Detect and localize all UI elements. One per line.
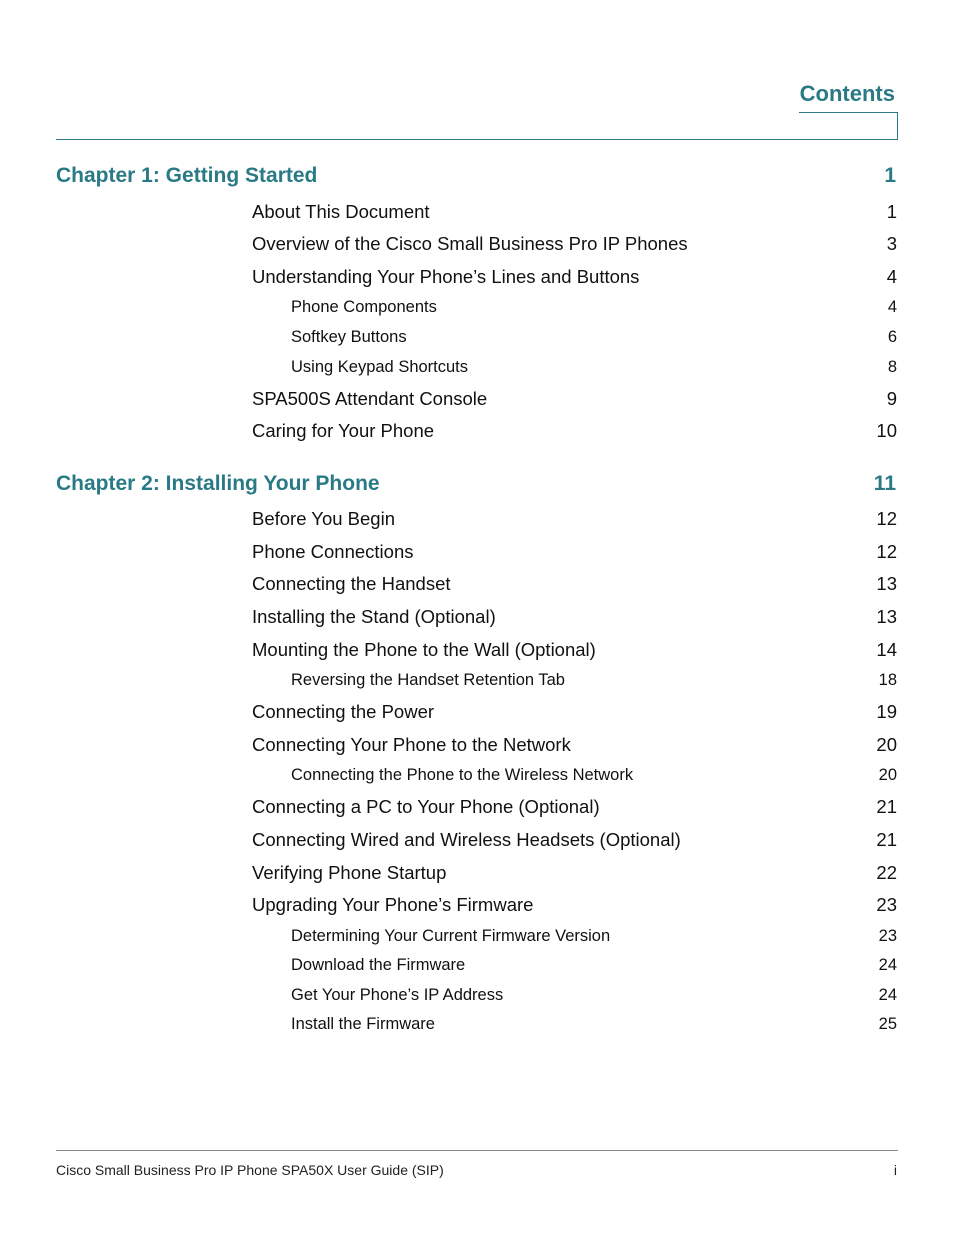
toc-entry[interactable] [252,268,897,287]
toc-entry[interactable] [252,235,897,254]
header-box [799,112,898,140]
toc-entry-page: 20 [878,766,897,784]
toc-entry[interactable] [252,798,897,817]
footer-rule [56,1150,898,1151]
toc-entry-title: Download the Firmware [291,956,466,974]
toc-entry-page: 6 [887,328,897,346]
toc-entry-page: 18 [878,671,897,689]
contents-heading: Contents [799,81,895,106]
toc-entry-title: Get Your Phone’s IP Address [291,986,504,1004]
toc-entry-page: 9 [886,388,897,409]
toc-entry-page: 24 [878,986,897,1004]
toc-entry[interactable] [252,896,897,915]
footer-page-number: i [893,1162,897,1178]
toc-entry-page: 13 [876,573,897,594]
toc-entry-title: SPA500S Attendant Console [252,388,488,409]
toc-entry-title: Before You Begin [252,508,395,529]
toc-entry-title: Overview of the Cisco Small Business Pro IP Phones [252,233,688,254]
header-rule [56,139,898,140]
toc-entry-title: Caring for Your Phone [252,420,435,441]
toc-chapter-page: 1 [884,164,896,187]
toc-entry-title: Verifying Phone Startup [252,862,447,883]
toc-entry-title: Upgrading Your Phone’s Firmware [252,894,534,915]
toc-entry[interactable] [252,422,897,441]
toc-entry[interactable] [252,575,897,594]
footer-title: Cisco Small Business Pro IP Phone SPA50X User Guide (SIP) [56,1162,444,1178]
toc-entry-title: Connecting a PC to Your Phone (Optional) [252,796,600,817]
toc-entry[interactable] [252,736,897,755]
toc-entry-page: 23 [878,927,897,945]
toc-entry[interactable] [252,203,897,222]
toc-subentry[interactable] [291,957,897,974]
toc-subentry[interactable] [291,672,897,689]
toc-entry-page: 20 [876,734,897,755]
toc-entry-page: 4 [887,298,897,316]
toc-chapter-title: Chapter 2: Installing Your Phone [56,472,380,495]
toc-entry[interactable] [252,641,897,660]
toc-entry-page: 21 [876,829,897,850]
toc-entry-page: 12 [876,508,897,529]
toc-entry-title: About This Document [252,201,430,222]
toc-subentry[interactable] [291,329,897,346]
toc-entry-page: 23 [876,894,897,915]
toc-entry-page: 13 [876,606,897,627]
toc-entry-page: 24 [878,956,897,974]
toc-subentry[interactable] [291,1016,897,1033]
toc-chapter-2[interactable] [56,473,896,494]
toc-entry-page: 19 [876,701,897,722]
toc-subentry[interactable] [291,299,897,316]
toc-entry-page: 1 [886,201,897,222]
toc-entry[interactable] [252,510,897,529]
toc-entry-title: Connecting Wired and Wireless Headsets (Optional) [252,829,681,850]
toc-entry-page: 25 [878,1015,897,1033]
toc-entry[interactable] [252,864,897,883]
toc-entry[interactable] [252,608,897,627]
toc-entry-title: Connecting the Phone to the Wireless Network [291,766,634,784]
toc-subentry[interactable] [291,987,897,1004]
toc-entry-page: 22 [876,862,897,883]
toc-entry-title: Connecting the Power [252,701,435,722]
toc-entry-title: Mounting the Phone to the Wall (Optional) [252,639,596,660]
toc-entry-page: 10 [876,420,897,441]
toc-chapter-page: 11 [873,472,896,495]
toc-entry-title: Determining Your Current Firmware Version [291,927,611,945]
toc-entry-title: Connecting the Handset [252,573,451,594]
toc-entry-title: Reversing the Handset Retention Tab [291,671,565,689]
toc-entry-page: 4 [886,266,897,287]
toc-entry-page: 3 [886,233,897,254]
toc-subentry[interactable] [291,928,897,945]
toc-entry-page: 12 [876,541,897,562]
toc-entry[interactable] [252,831,897,850]
toc-entry-page: 14 [876,639,897,660]
toc-subentry[interactable] [291,767,897,784]
toc-entry-title: Understanding Your Phone’s Lines and Buttons [252,266,640,287]
toc-entry-title: Installing the Stand (Optional) [252,606,496,627]
toc-entry-title: Softkey Buttons [291,328,407,346]
toc-entry[interactable] [252,703,897,722]
toc-entry-title: Using Keypad Shortcuts [291,358,469,376]
toc-entry-title: Phone Connections [252,541,414,562]
toc-subentry[interactable] [291,359,897,376]
toc-entry-title: Install the Firmware [291,1015,435,1033]
toc-entry[interactable] [252,543,897,562]
toc-entry-title: Connecting Your Phone to the Network [252,734,571,755]
toc-chapter-1[interactable] [56,165,896,186]
toc-entry-page: 21 [876,796,897,817]
toc-chapter-title: Chapter 1: Getting Started [56,164,318,187]
toc-entry-title: Phone Components [291,298,437,316]
toc-entry-page: 8 [887,358,897,376]
toc-entry[interactable] [252,390,897,409]
